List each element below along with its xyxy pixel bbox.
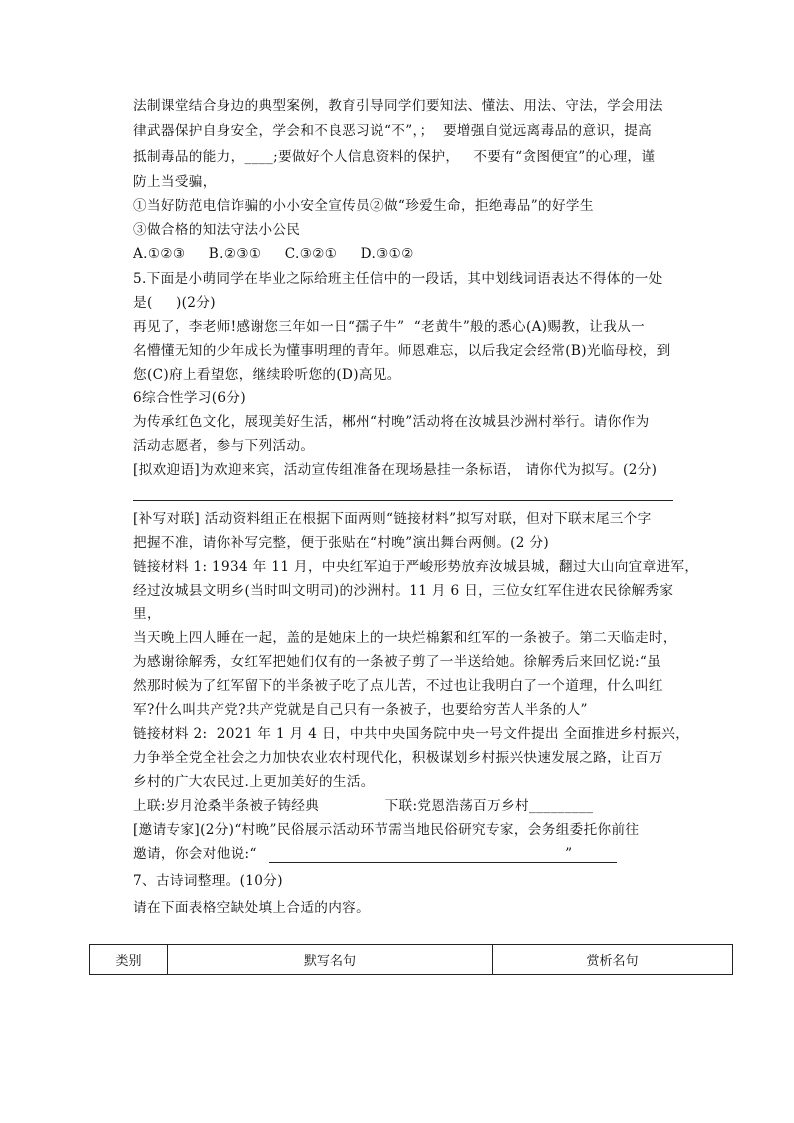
- text-line: 为传承红色文化，展现美好生活，郴州“村晚”活动将在汝城县沙洲村举行。请你作为: [133, 414, 650, 430]
- text-line: 然那时候为了红军留下的半条被子吃了点儿苦，不过也让我明白了一个道理，什么叫红: [133, 678, 663, 694]
- table-header-dictation: 默写名句: [168, 945, 493, 974]
- text-line: 是( )(2分): [133, 295, 216, 311]
- text-line: [拟欢迎语]为欢迎来宾，活动宣传组准备在现场悬挂一条标语， 请你代为拟写。(2分): [133, 462, 658, 478]
- text-line: 军?什么叫共产党?共产党就是自己只有一条被子，也要给穷苦人半条的人”: [133, 702, 588, 718]
- text-line: 乡村的广大农民过.上更加美好的生活。: [133, 774, 375, 790]
- text-line: ③做合格的知法守法小公民: [133, 222, 301, 238]
- answer-options: A.①②③ B.②③① C.③②① D.③①②: [133, 246, 414, 262]
- text-line: 力争举全党全社会之力加快农业农村现代化，积极谋划乡村振兴快速发展之路，让百万: [133, 750, 663, 766]
- text-line: 活动志愿者，参与下列活动。: [133, 438, 315, 454]
- answer-blank-line: [269, 862, 617, 863]
- table-header-category: 类别: [90, 945, 168, 974]
- text-line: 链接材料 1: 1934 年 11 月，中央红军迫于严峻形势放弃汝城县城，翻过大山向宜章进军，: [133, 559, 699, 575]
- text-line: 律武器保护自身安全，学会和不良恶习说“不”，； 要增强自觉远离毒品的意识，提高: [133, 123, 653, 139]
- text-line: 邀请，你会对他说:“ ”: [133, 846, 573, 862]
- question-7: 7、古诗词整理。(10分): [133, 873, 283, 889]
- text-line: 经过汝城县文明乡(当时叫文明司)的沙洲村。11 月 6 日，三位女红军住进农民徐解秀家: [133, 583, 674, 599]
- poetry-table: [89, 944, 733, 975]
- text-line: [邀请专家](2分)“村晚”民俗展示活动环节需当地民俗研究专家，会务组委托你前往: [133, 822, 640, 838]
- text-line: 抵制毒品的能力，____;要做好个人信息资料的保护， 不要有“贪图便宜”的心理，谨: [133, 149, 656, 165]
- couplet-line: 上联:岁月沧桑半条被子铸经典 下联:党恩浩荡百万乡村_________: [133, 798, 594, 814]
- text-line: 法制课堂结合身边的典型案例，教育引导同学们要知法、懂法、用法、守法，学会用法: [133, 98, 663, 114]
- question-5: 5.下面是小萌同学在毕业之际给班主任信中的一段话，其中划线词语表达不得体的一处: [133, 271, 663, 287]
- text-line: 把握不准，请你补写完整，便于张贴在“村晚”演出舞台两侧。(2 分): [133, 535, 550, 551]
- text-line: 再见了，李老师!感谢您三年如一日“孺子牛” “老黄牛”般的悉心(A)赐教，让我从一: [133, 319, 646, 335]
- text-line: 为感谢徐解秀，女红军把她们仅有的一条被子剪了一半送给她。徐解秀后来回忆说:“虽: [133, 654, 662, 670]
- text-line: ①当好防范电信诈骗的小小安全宣传员②做“珍爱生命，拒绝毒品”的好学生: [133, 198, 594, 214]
- text-line: 名懵懂无知的少年成长为懂事明理的青年。师恩难忘，以后我定会经常(B)光临母校，到: [133, 343, 671, 359]
- text-line: 里，: [133, 606, 161, 622]
- answer-blank-line: [133, 500, 673, 501]
- text-line: 当天晚上四人睡在一起，盖的是她床上的一块烂棉絮和红军的一条被子。第二天临走时，: [133, 630, 677, 646]
- question-6: 6综合性学习(6分): [133, 390, 246, 406]
- text-line: 您(C)府上看望您，继续聆听您的(D)高见。: [133, 367, 401, 383]
- text-line: [补写对联] 活动资料组正在根据下面两则“链接材料”拟写对联，但对下联末尾三个字: [133, 511, 652, 527]
- text-line: 防上当受骗，: [133, 174, 217, 190]
- text-line: 链接材料 2: 2021 年 1 月 4 日，中共中央国务院中央一号文件提出 全面推进乡村振兴，: [133, 726, 690, 742]
- text-line: 请在下面表格空缺处填上合适的内容。: [133, 900, 371, 916]
- table-header-appreciation: 赏析名句: [586, 954, 639, 969]
